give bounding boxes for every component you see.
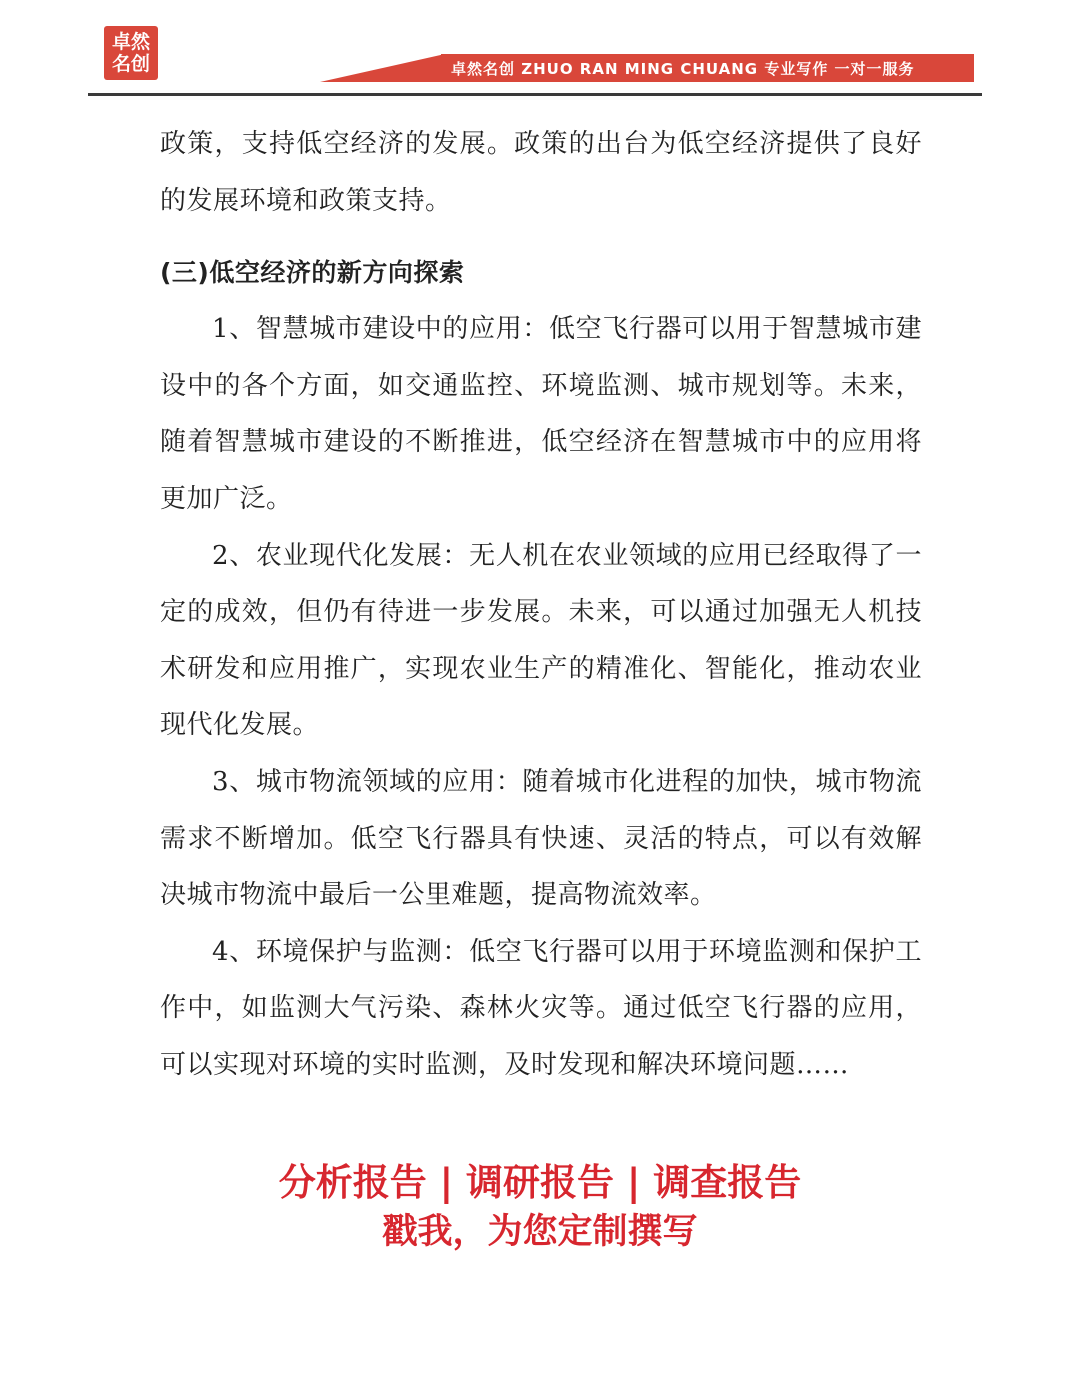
logo-line-1: 卓然 [111, 31, 150, 53]
header-banner [441, 52, 974, 82]
document-body [160, 116, 922, 1094]
list-item-3: 3、城市物流领域的应用：随着城市化进程的加快，城市物流需求不断增加。低空飞行器具有快速、灵活的特点，可以有效解决城市物流中最后一公里难题，提高物流效率。 [160, 766, 922, 911]
logo-line-2: 名创 [111, 53, 150, 75]
section-heading: (三)低空经济的新方向探索 [160, 258, 465, 288]
list-item-1: 1、智慧城市建设中的应用：低空飞行器可以用于智慧城市建设中的各个方面，如交通监控、环境监测、城市规划等。未来，随着智慧城市建设的不断推进，低空经济在智慧城市中的应用将更加广泛。 [160, 314, 922, 514]
header-banner-wedge [320, 54, 445, 82]
cta-report-types[interactable]: 分析报告 | 调研报告 | 调查报告 [278, 1161, 802, 1204]
header-divider [88, 93, 982, 96]
brand-logo [104, 26, 158, 80]
list-item-4: 4、环境保护与监测：低空飞行器可以用于环境监测和保护工作中，如监测大气污染、森林火灾等。通过低空飞行器的应用，可以实现对环境的实时监测，及时发现和解决环境问题…… [160, 936, 922, 1080]
intro-paragraph: 政策，支持低空经济的发展。政策的出台为低空经济提供了良好的发展环境和政策支持。 [160, 129, 922, 216]
header-banner-text: 卓然名创 ZHUO RAN MING CHUANG 专业写作 一对一服务 [451, 59, 915, 78]
list-item-2: 2、农业现代化发展：无人机在农业领域的应用已经取得了一定的成效，但仍有待进一步发展。未来，可以通过加强无人机技术研发和应用推广，实现农业生产的精准化、智能化，推动农业现代化发展。 [160, 540, 922, 741]
cta-custom-writing[interactable]: 戳我，为您定制撰写 [382, 1212, 698, 1252]
